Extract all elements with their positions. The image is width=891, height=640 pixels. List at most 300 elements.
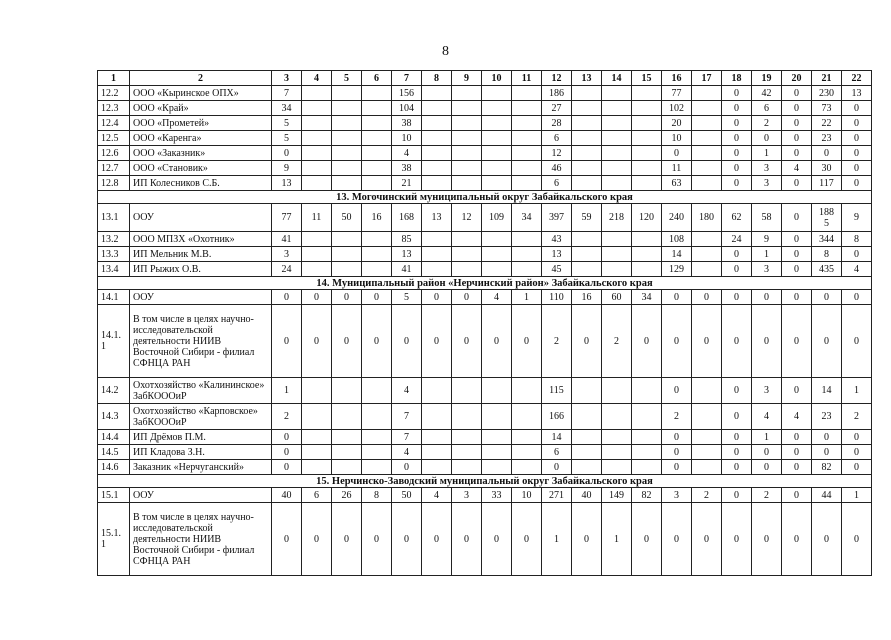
value-cell xyxy=(512,161,542,176)
value-cell: 5 xyxy=(272,116,302,131)
value-cell: 0 xyxy=(812,146,842,161)
value-cell xyxy=(422,176,452,191)
row-name-cell: ООО «Край» xyxy=(130,101,272,116)
row-number-cell: 14.4 xyxy=(98,430,130,445)
column-header: 17 xyxy=(692,71,722,86)
value-cell: 0 xyxy=(812,290,842,305)
value-cell: 0 xyxy=(662,430,692,445)
value-cell xyxy=(692,161,722,176)
value-cell: 9 xyxy=(842,204,872,232)
row-number-cell: 14.1 xyxy=(98,290,130,305)
table-row xyxy=(98,305,872,378)
value-cell xyxy=(602,404,632,430)
value-cell: 0 xyxy=(782,131,812,146)
value-cell: 0 xyxy=(782,290,812,305)
value-cell xyxy=(422,404,452,430)
value-cell xyxy=(632,176,662,191)
value-cell xyxy=(572,232,602,247)
value-cell: 0 xyxy=(392,503,422,576)
value-cell: 129 xyxy=(662,262,692,277)
value-cell xyxy=(422,378,452,404)
table-row xyxy=(98,204,872,232)
header-row xyxy=(98,71,872,86)
value-cell: 0 xyxy=(782,176,812,191)
value-cell xyxy=(482,101,512,116)
value-cell xyxy=(362,247,392,262)
value-cell xyxy=(302,86,332,101)
row-name-cell: ИП Мельник М.В. xyxy=(130,247,272,262)
value-cell: 77 xyxy=(662,86,692,101)
page-number: 8 xyxy=(442,44,449,59)
value-cell xyxy=(692,404,722,430)
value-cell: 0 xyxy=(452,305,482,378)
value-cell xyxy=(602,131,632,146)
value-cell xyxy=(422,232,452,247)
value-cell xyxy=(482,116,512,131)
value-cell: 46 xyxy=(542,161,572,176)
value-cell: 1 xyxy=(542,503,572,576)
value-cell: 0 xyxy=(782,247,812,262)
value-cell: 4 xyxy=(782,161,812,176)
value-cell: 0 xyxy=(722,445,752,460)
value-cell xyxy=(602,116,632,131)
value-cell xyxy=(302,161,332,176)
section-row xyxy=(98,277,872,290)
value-cell: 0 xyxy=(722,430,752,445)
row-number-cell: 13.3 xyxy=(98,247,130,262)
value-cell: 0 xyxy=(332,290,362,305)
row-name-cell: ИП Дрёмов П.М. xyxy=(130,430,272,445)
value-cell: 5 xyxy=(392,290,422,305)
table-row xyxy=(98,232,872,247)
column-header: 2 xyxy=(130,71,272,86)
value-cell xyxy=(692,131,722,146)
value-cell: 59 xyxy=(572,204,602,232)
value-cell: 0 xyxy=(422,503,452,576)
table-row xyxy=(98,86,872,101)
value-cell: 6 xyxy=(542,131,572,146)
value-cell xyxy=(362,430,392,445)
value-cell: 62 xyxy=(722,204,752,232)
row-name-cell: В том числе в целях научно-исследовательской деятельности НИИВ Восточной Сибири - филиал СФНЦА РАН xyxy=(130,503,272,576)
value-cell: 13 xyxy=(422,204,452,232)
value-cell: 166 xyxy=(542,404,572,430)
value-cell: 1 xyxy=(602,503,632,576)
value-cell: 8 xyxy=(812,247,842,262)
value-cell xyxy=(572,176,602,191)
value-cell: 1 xyxy=(272,378,302,404)
value-cell xyxy=(332,430,362,445)
value-cell xyxy=(572,247,602,262)
value-cell xyxy=(452,430,482,445)
value-cell: 0 xyxy=(782,460,812,475)
value-cell: 11 xyxy=(302,204,332,232)
value-cell xyxy=(422,146,452,161)
value-cell xyxy=(332,460,362,475)
value-cell xyxy=(572,430,602,445)
value-cell: 14 xyxy=(662,247,692,262)
value-cell xyxy=(452,232,482,247)
value-cell: 0 xyxy=(812,430,842,445)
value-cell: 5 xyxy=(272,131,302,146)
value-cell xyxy=(512,404,542,430)
value-cell xyxy=(302,176,332,191)
value-cell xyxy=(572,378,602,404)
value-cell xyxy=(302,378,332,404)
value-cell xyxy=(602,247,632,262)
value-cell xyxy=(692,101,722,116)
value-cell xyxy=(512,430,542,445)
value-cell xyxy=(362,116,392,131)
value-cell xyxy=(632,247,662,262)
value-cell xyxy=(362,445,392,460)
value-cell: 2 xyxy=(602,305,632,378)
column-header: 20 xyxy=(782,71,812,86)
value-cell xyxy=(332,232,362,247)
value-cell: 9 xyxy=(752,232,782,247)
value-cell: 0 xyxy=(842,460,872,475)
row-name-cell: ООО «Кыринское ОПХ» xyxy=(130,86,272,101)
section-title: 13. Могочинский муниципальный округ Забайкальского края xyxy=(98,191,872,204)
column-header: 22 xyxy=(842,71,872,86)
value-cell: 0 xyxy=(842,131,872,146)
value-cell: 0 xyxy=(842,101,872,116)
row-number-cell: 15.1 xyxy=(98,488,130,503)
value-cell: 117 xyxy=(812,176,842,191)
section-title: 15. Нерчинско-Заводский муниципальный округ Забайкальского края xyxy=(98,475,872,488)
value-cell: 0 xyxy=(662,290,692,305)
value-cell xyxy=(422,86,452,101)
value-cell xyxy=(572,262,602,277)
value-cell: 4 xyxy=(782,404,812,430)
value-cell xyxy=(512,247,542,262)
row-number-cell: 12.8 xyxy=(98,176,130,191)
row-name-cell: ООО МПЗХ «Охотник» xyxy=(130,232,272,247)
value-cell: 0 xyxy=(842,305,872,378)
value-cell: 0 xyxy=(722,488,752,503)
value-cell xyxy=(692,247,722,262)
value-cell xyxy=(452,460,482,475)
row-number-cell: 12.4 xyxy=(98,116,130,131)
value-cell xyxy=(632,232,662,247)
value-cell: 2 xyxy=(272,404,302,430)
value-cell xyxy=(362,101,392,116)
value-cell xyxy=(422,262,452,277)
value-cell xyxy=(572,404,602,430)
value-cell: 0 xyxy=(632,305,662,378)
table-row xyxy=(98,101,872,116)
value-cell xyxy=(332,176,362,191)
value-cell xyxy=(362,262,392,277)
value-cell: 149 xyxy=(602,488,632,503)
value-cell: 0 xyxy=(782,204,812,232)
value-cell: 0 xyxy=(302,305,332,378)
value-cell: 0 xyxy=(782,101,812,116)
value-cell: 0 xyxy=(722,101,752,116)
column-header: 4 xyxy=(302,71,332,86)
value-cell xyxy=(572,86,602,101)
value-cell xyxy=(632,404,662,430)
value-cell: 0 xyxy=(572,305,602,378)
value-cell xyxy=(572,445,602,460)
value-cell: 0 xyxy=(332,305,362,378)
value-cell xyxy=(692,262,722,277)
value-cell xyxy=(332,116,362,131)
value-cell: 2 xyxy=(662,404,692,430)
value-cell: 38 xyxy=(392,116,422,131)
value-cell xyxy=(332,247,362,262)
value-cell xyxy=(512,262,542,277)
value-cell xyxy=(302,146,332,161)
value-cell xyxy=(632,116,662,131)
value-cell xyxy=(632,146,662,161)
value-cell: 0 xyxy=(782,488,812,503)
value-cell xyxy=(572,101,602,116)
column-header: 3 xyxy=(272,71,302,86)
value-cell: 0 xyxy=(752,445,782,460)
value-cell: 14 xyxy=(812,378,842,404)
section-row xyxy=(98,475,872,488)
value-cell xyxy=(512,146,542,161)
value-cell: 0 xyxy=(662,445,692,460)
value-cell xyxy=(302,262,332,277)
value-cell xyxy=(422,161,452,176)
table-row xyxy=(98,176,872,191)
value-cell: 0 xyxy=(842,176,872,191)
value-cell xyxy=(572,131,602,146)
value-cell: 22 xyxy=(812,116,842,131)
column-header: 11 xyxy=(512,71,542,86)
table-row xyxy=(98,488,872,503)
row-name-cell: ООУ xyxy=(130,204,272,232)
value-cell: 0 xyxy=(722,146,752,161)
value-cell xyxy=(602,378,632,404)
value-cell: 41 xyxy=(272,232,302,247)
value-cell xyxy=(422,131,452,146)
value-cell: 0 xyxy=(782,232,812,247)
value-cell xyxy=(452,161,482,176)
value-cell: 0 xyxy=(482,503,512,576)
data-table xyxy=(97,70,872,576)
value-cell: 230 xyxy=(812,86,842,101)
value-cell xyxy=(362,146,392,161)
value-cell: 0 xyxy=(722,247,752,262)
value-cell xyxy=(332,161,362,176)
value-cell: 33 xyxy=(482,488,512,503)
value-cell: 85 xyxy=(392,232,422,247)
value-cell: 2 xyxy=(542,305,572,378)
value-cell xyxy=(452,176,482,191)
value-cell: 0 xyxy=(722,161,752,176)
value-cell: 24 xyxy=(722,232,752,247)
value-cell: 21 xyxy=(392,176,422,191)
row-number-cell: 12.3 xyxy=(98,101,130,116)
value-cell xyxy=(572,161,602,176)
value-cell: 0 xyxy=(782,116,812,131)
value-cell xyxy=(422,116,452,131)
value-cell xyxy=(362,161,392,176)
row-name-cell: Заказник «Нерчуганский» xyxy=(130,460,272,475)
row-number-cell: 13.1 xyxy=(98,204,130,232)
value-cell: 8 xyxy=(842,232,872,247)
value-cell xyxy=(362,232,392,247)
value-cell: 26 xyxy=(332,488,362,503)
value-cell xyxy=(692,378,722,404)
value-cell: 44 xyxy=(812,488,842,503)
value-cell: 108 xyxy=(662,232,692,247)
value-cell xyxy=(332,131,362,146)
value-cell: 13 xyxy=(272,176,302,191)
value-cell: 0 xyxy=(662,503,692,576)
value-cell: 0 xyxy=(722,378,752,404)
value-cell: 43 xyxy=(542,232,572,247)
table-row xyxy=(98,460,872,475)
value-cell: 0 xyxy=(782,146,812,161)
value-cell xyxy=(302,430,332,445)
row-name-cell: ООУ xyxy=(130,488,272,503)
value-cell: 180 xyxy=(692,204,722,232)
value-cell xyxy=(512,445,542,460)
value-cell: 0 xyxy=(542,460,572,475)
table-row xyxy=(98,445,872,460)
value-cell xyxy=(422,445,452,460)
column-header: 18 xyxy=(722,71,752,86)
value-cell: 0 xyxy=(722,503,752,576)
table-row xyxy=(98,146,872,161)
value-cell: 8 xyxy=(362,488,392,503)
value-cell: 0 xyxy=(782,503,812,576)
value-cell: 10 xyxy=(662,131,692,146)
value-cell: 4 xyxy=(392,378,422,404)
value-cell: 0 xyxy=(722,116,752,131)
value-cell: 0 xyxy=(722,131,752,146)
value-cell: 0 xyxy=(512,305,542,378)
row-name-cell: Охотхозяйство «Карповское» ЗабКОООиР xyxy=(130,404,272,430)
value-cell: 0 xyxy=(842,290,872,305)
value-cell xyxy=(332,262,362,277)
value-cell: 109 xyxy=(482,204,512,232)
value-cell: 0 xyxy=(572,503,602,576)
value-cell: 38 xyxy=(392,161,422,176)
row-name-cell: ООО «Прометей» xyxy=(130,116,272,131)
value-cell: 0 xyxy=(362,290,392,305)
row-number-cell: 13.2 xyxy=(98,232,130,247)
value-cell xyxy=(362,404,392,430)
value-cell: 218 xyxy=(602,204,632,232)
value-cell xyxy=(302,101,332,116)
value-cell: 4 xyxy=(842,262,872,277)
value-cell: 4 xyxy=(752,404,782,430)
value-cell xyxy=(362,460,392,475)
value-cell xyxy=(602,460,632,475)
value-cell: 11 xyxy=(662,161,692,176)
value-cell: 4 xyxy=(392,445,422,460)
value-cell: 2 xyxy=(692,488,722,503)
value-cell: 1 xyxy=(842,488,872,503)
row-name-cell: ИП Кладова З.Н. xyxy=(130,445,272,460)
value-cell: 73 xyxy=(812,101,842,116)
value-cell xyxy=(482,247,512,262)
value-cell: 0 xyxy=(722,305,752,378)
value-cell: 271 xyxy=(542,488,572,503)
value-cell xyxy=(632,161,662,176)
table-row xyxy=(98,247,872,262)
column-header: 15 xyxy=(632,71,662,86)
value-cell xyxy=(302,131,332,146)
value-cell xyxy=(632,86,662,101)
value-cell xyxy=(452,262,482,277)
value-cell xyxy=(632,378,662,404)
row-name-cell: В том числе в целях научно-исследовательской деятельности НИИВ Восточной Сибири - филиал СФНЦА РАН xyxy=(130,305,272,378)
value-cell xyxy=(692,430,722,445)
value-cell: 0 xyxy=(272,305,302,378)
value-cell: 0 xyxy=(782,430,812,445)
value-cell: 0 xyxy=(392,305,422,378)
value-cell: 0 xyxy=(392,460,422,475)
value-cell: 9 xyxy=(272,161,302,176)
row-number-cell: 14.6 xyxy=(98,460,130,475)
value-cell: 3 xyxy=(272,247,302,262)
table-row xyxy=(98,378,872,404)
value-cell: 60 xyxy=(602,290,632,305)
value-cell: 0 xyxy=(422,290,452,305)
value-cell xyxy=(452,86,482,101)
value-cell: 1 xyxy=(752,146,782,161)
value-cell: 0 xyxy=(272,460,302,475)
value-cell: 0 xyxy=(662,146,692,161)
value-cell: 20 xyxy=(662,116,692,131)
value-cell xyxy=(512,460,542,475)
value-cell: 344 xyxy=(812,232,842,247)
value-cell xyxy=(512,101,542,116)
value-cell xyxy=(482,262,512,277)
value-cell: 40 xyxy=(272,488,302,503)
value-cell xyxy=(332,404,362,430)
value-cell: 0 xyxy=(722,86,752,101)
value-cell xyxy=(452,116,482,131)
column-header: 19 xyxy=(752,71,782,86)
value-cell: 50 xyxy=(332,204,362,232)
value-cell xyxy=(332,378,362,404)
column-header: 6 xyxy=(362,71,392,86)
value-cell xyxy=(602,176,632,191)
value-cell: 16 xyxy=(362,204,392,232)
row-number-cell: 13.4 xyxy=(98,262,130,277)
value-cell xyxy=(452,247,482,262)
value-cell xyxy=(692,445,722,460)
column-header: 9 xyxy=(452,71,482,86)
section-title: 14. Муниципальный район «Нерчинский район» Забайкальского края xyxy=(98,277,872,290)
value-cell: 6 xyxy=(542,176,572,191)
value-cell: 0 xyxy=(752,290,782,305)
value-cell xyxy=(632,430,662,445)
value-cell xyxy=(632,262,662,277)
value-cell xyxy=(452,146,482,161)
value-cell xyxy=(692,232,722,247)
value-cell: 0 xyxy=(812,503,842,576)
value-cell xyxy=(572,146,602,161)
value-cell: 1 xyxy=(842,378,872,404)
value-cell: 82 xyxy=(632,488,662,503)
value-cell: 0 xyxy=(272,430,302,445)
value-cell: 13 xyxy=(542,247,572,262)
value-cell: 10 xyxy=(512,488,542,503)
value-cell: 34 xyxy=(632,290,662,305)
value-cell: 188 5 xyxy=(812,204,842,232)
value-cell: 168 xyxy=(392,204,422,232)
value-cell: 7 xyxy=(272,86,302,101)
value-cell xyxy=(482,146,512,161)
